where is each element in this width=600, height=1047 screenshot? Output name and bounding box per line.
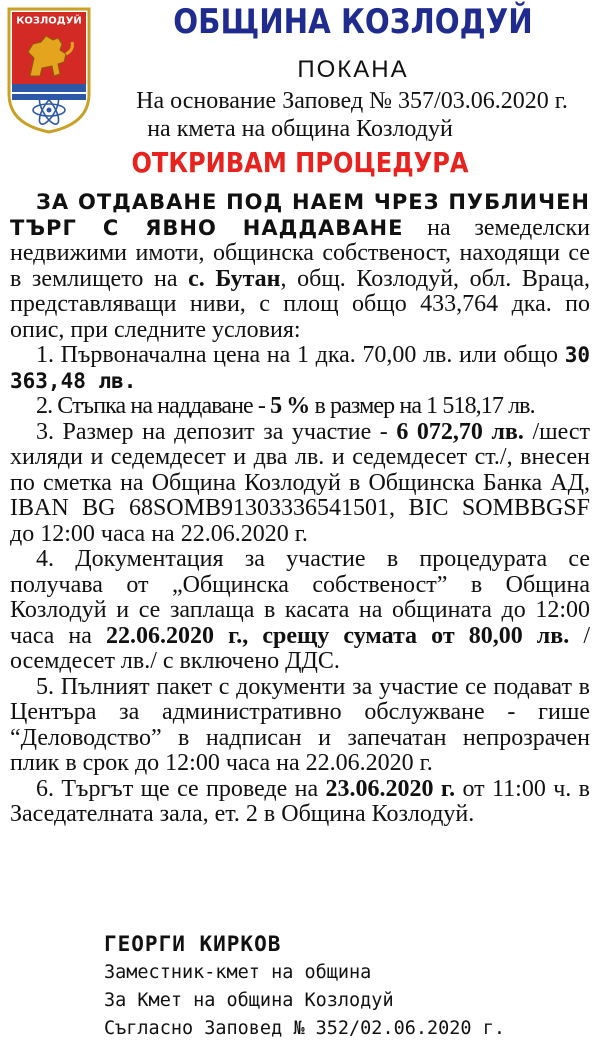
condition-6-date: 23.06.2020 г. — [325, 775, 456, 802]
kozloduy-crest-icon — [6, 6, 92, 134]
basis-line-2: на кмета на община Козлодуй — [147, 116, 453, 142]
invitation-heading: ПОКАНА — [297, 56, 409, 83]
signer-name: ГЕОРГИ КИРКОВ — [104, 932, 282, 956]
crest-town-name: КОЗЛОДУЙ — [16, 15, 82, 27]
basis-line-1: На основание Заповед № 357/03.06.2020 г. — [136, 88, 568, 114]
condition-4-text: 4. Документация за участие в процедурата се получава от „Общинска собственост” в Община Козлодуй и се заплаща в касата на общината до 12:00 часа на — [10, 546, 590, 649]
condition-2-text: 2. Стъпка на наддаване - — [36, 393, 271, 419]
condition-6-text: 6. Търгът ще се проведе на — [36, 775, 326, 802]
condition-1-total: 30 363,48 лв. — [10, 343, 590, 393]
intro-text-b: , общ. Козлодуй, обл. Враца, представляващи ниви, с площ общо 433,764 дка. по опис, при следните условия: — [10, 265, 590, 343]
condition-3 — [10, 420, 590, 548]
signer-title-1: Заместник-кмет на община — [104, 962, 372, 983]
intro-paragraph — [10, 190, 590, 343]
condition-2-rest: в размер на 1 518,17 лв. — [309, 393, 535, 419]
condition-4 — [10, 547, 590, 675]
condition-3-amount: 6 072,70 лв. — [396, 418, 524, 445]
condition-3-rest: /шест хиляди и седемдесет и два лв. и седемдесет ст./, внесен по сметка на Община Козлодуй в Общинска Банка АД, IBAN BG 68SOMB91303336541501, BIC SOMBBGSF до 12:00 часа на 22.06.2020 г. — [10, 418, 590, 547]
condition-1 — [10, 343, 590, 394]
opening-heading: ОТКРИВАМ ПРОЦЕДУРА — [131, 146, 469, 179]
condition-3-text: 3. Размер на депозит за участие - — [36, 418, 397, 445]
announcement-body — [10, 190, 590, 828]
condition-5-text: 5. Пълният пакет с документи за участие се подават в Центъра за административно обслужване - гише “Деловодство” в надписан и запечатан непрозрачен плик в срок до 12:00 часа на 22.06.2020 г. — [10, 673, 590, 776]
condition-6 — [10, 777, 590, 828]
condition-2 — [10, 394, 590, 420]
condition-5 — [10, 675, 590, 777]
intro-village: с. Бутан — [188, 265, 281, 292]
condition-1-text: 1. Първоначална цена на 1 дка. 70,00 лв. или общо — [36, 342, 565, 368]
condition-4-bold: 22.06.2020 г., срещу сумата от 80,00 лв. — [106, 622, 570, 649]
condition-6-rest: от 11:00 ч. в Заседателната зала, ет. 2 в Община Козлодуй. — [10, 775, 590, 827]
signer-title-2: За Кмет на община Козлодуй — [104, 990, 394, 1011]
condition-2-percent: 5 % — [270, 393, 310, 419]
signer-order-ref: Съгласно Заповед № 352/02.06.2020 г. — [104, 1018, 505, 1039]
intro-text-a: на земеделски недвижими имоти, общинска собственост, находящи се в землището на — [10, 214, 590, 292]
condition-4-rest: /осемдесет лв./ с включено ДДС. — [10, 622, 591, 674]
municipality-title: ОБЩИНА КОЗЛОДУЙ — [173, 2, 533, 42]
intro-lead: ЗА ОТДАВАНЕ ПОД НАЕМ ЧРЕЗ ПУБЛИЧЕН ТЪРГ С ЯВНО НАДДАВАНЕ — [10, 190, 590, 240]
